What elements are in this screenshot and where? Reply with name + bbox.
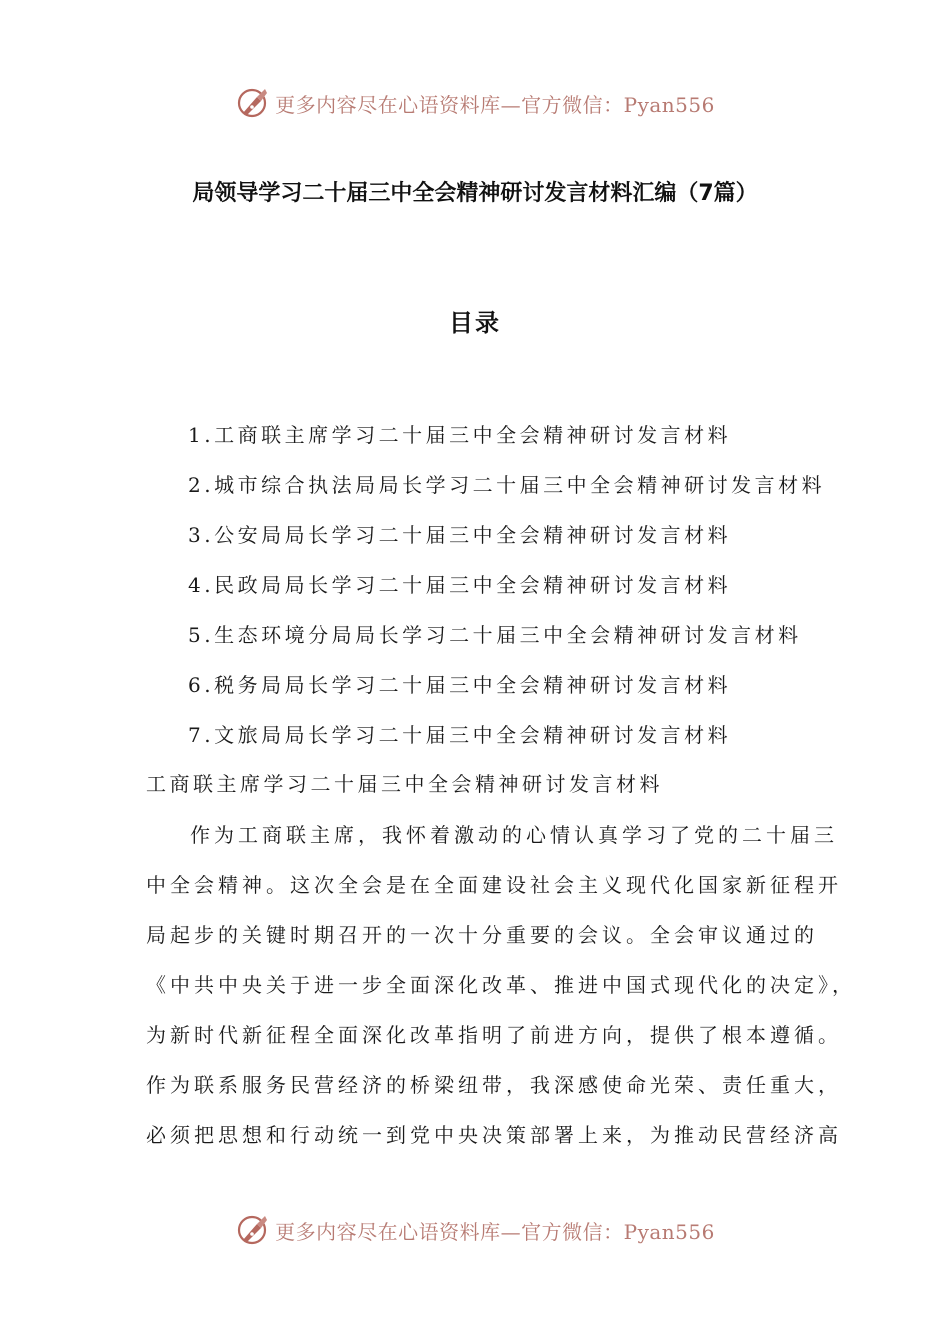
body-line: 必须把思想和行动统一到党中央决策部署上来，为推动民营经济高: [146, 1123, 842, 1147]
body-line: 《中共中央关于进一步全面深化改革、推进中国式现代化的决定》，: [146, 973, 856, 997]
body-line: 中全会精神。这次全会是在全面建设社会主义现代化国家新征程开: [146, 873, 842, 897]
body-paragraph: [146, 818, 856, 1168]
body-line: 为新时代新征程全面深化改革指明了前进方向，提供了根本遵循。: [146, 1023, 842, 1047]
toc-item: 6.税务局局长学习二十届三中全会精神研讨发言材料: [188, 673, 732, 697]
toc-item: 2.城市综合执法局局长学习二十届三中全会精神研讨发言材料: [188, 473, 826, 497]
toc-item: 4.民政局局长学习二十届三中全会精神研讨发言材料: [188, 573, 732, 597]
toc-item: 3.公安局局长学习二十届三中全会精神研讨发言材料: [188, 523, 732, 547]
toc-item: 5.生态环境分局局长学习二十届三中全会精神研讨发言材料: [188, 623, 802, 647]
document-title: 局领导学习二十届三中全会精神研讨发言材料汇编（7篇）: [192, 181, 758, 206]
body-line: 局起步的关键时期召开的一次十分重要的会议。全会审议通过的: [146, 923, 818, 947]
toc-item: 7.文旅局局长学习二十届三中全会精神研讨发言材料: [188, 723, 732, 747]
toc-item: 1.工商联主席学习二十届三中全会精神研讨发言材料: [188, 423, 732, 447]
pen-nib-logo-icon: [235, 1212, 271, 1248]
section-title: 工商联主席学习二十届三中全会精神研讨发言材料: [146, 772, 663, 796]
pen-nib-logo-icon: [235, 85, 271, 121]
table-of-contents: [188, 418, 825, 768]
watermark-banner-bottom: [0, 1208, 950, 1252]
toc-heading: 目录: [449, 309, 501, 337]
watermark-text: 更多内容尽在心语资料库—官方微信：Pyan556: [275, 1219, 715, 1244]
body-line: 作为工商联主席，我怀着激动的心情认真学习了党的二十届三: [190, 823, 838, 847]
watermark-banner-top: [0, 81, 950, 125]
body-line: 作为联系服务民营经济的桥梁纽带，我深感使命光荣、责任重大，: [146, 1073, 842, 1097]
watermark-text: 更多内容尽在心语资料库—官方微信：Pyan556: [275, 92, 715, 117]
